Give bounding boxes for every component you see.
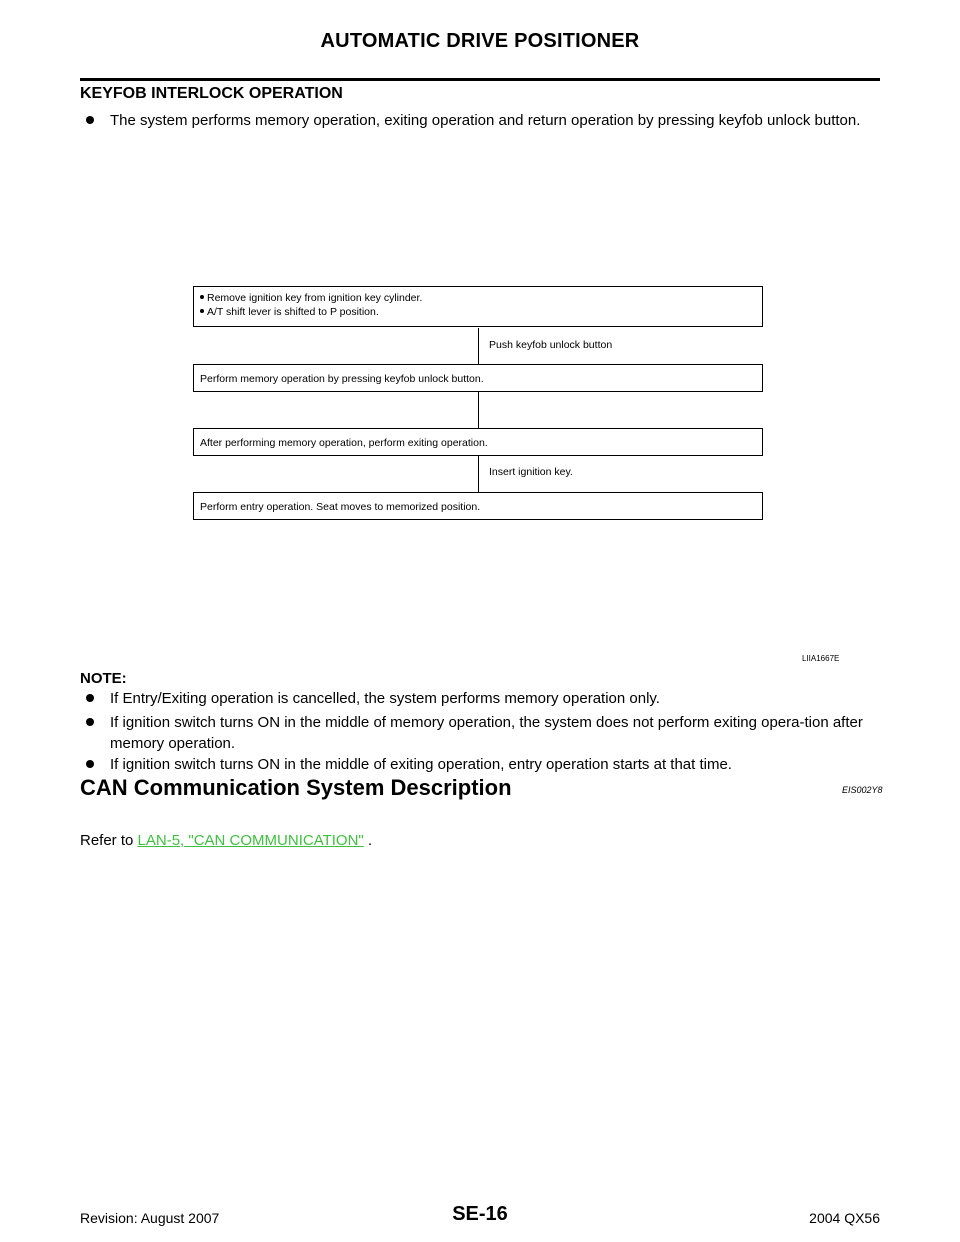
flow-box-memory-operation: Perform memory operation by pressing keyfob unlock button.: [193, 364, 763, 392]
bullet-icon: [86, 718, 94, 726]
header-rule: [80, 78, 880, 81]
flow-connector: [478, 328, 479, 364]
section-bullet: [86, 110, 880, 131]
flow-condition-line: A/T shift lever is shifted to P position.: [200, 305, 762, 319]
refer-line: [80, 832, 372, 849]
note-item: [86, 688, 880, 709]
footer-page-number: SE-16: [452, 1203, 508, 1225]
note-item: [86, 712, 880, 754]
flow-connector: [478, 456, 479, 492]
flow-condition-line: Remove ignition key from ignition key cylinder.: [200, 291, 762, 305]
bullet-icon: [86, 694, 94, 702]
refer-suffix: .: [363, 832, 373, 849]
page-header-title: AUTOMATIC DRIVE POSITIONER: [320, 30, 640, 52]
flow-connector: [478, 392, 479, 428]
footer-revision: Revision: August 2007: [80, 1210, 220, 1226]
flow-box-entry-operation: Perform entry operation. Seat moves to memorized position.: [193, 492, 763, 520]
figure-code: LIIA1667E: [802, 654, 840, 663]
bullet-icon: [200, 295, 204, 299]
flow-connector-label: Push keyfob unlock button: [489, 339, 613, 351]
footer-model: 2004 QX56: [809, 1210, 880, 1226]
section-bullet-text: The system performs memory operation, exiting operation and return operation by pressing keyfob unlock button.: [110, 112, 861, 129]
bullet-icon: [86, 760, 94, 768]
note-item-text: If Entry/Exiting operation is cancelled, the system performs memory operation only.: [110, 690, 660, 707]
bullet-icon: [86, 116, 94, 124]
note-item-text: If ignition switch turns ON in the middle of exiting operation, entry operation starts at that time.: [110, 756, 732, 773]
can-communication-link[interactable]: LAN-5, "CAN COMMUNICATION": [137, 832, 364, 849]
refer-prefix: Refer to: [80, 832, 138, 849]
bullet-icon: [200, 309, 204, 313]
flow-box-exiting-operation: After performing memory operation, perform exiting operation.: [193, 428, 763, 456]
can-section-code: EIS002Y8: [842, 785, 883, 795]
note-item: [86, 754, 880, 775]
can-section-title: CAN Communication System Description: [80, 775, 512, 800]
flow-connector-label: Insert ignition key.: [489, 466, 573, 478]
note-item-text: If ignition switch turns ON in the middle of memory operation, the system does not perform exiting opera-tion after memory operation.: [110, 714, 863, 752]
note-label: NOTE:: [80, 670, 127, 687]
flow-box-conditions: [193, 286, 763, 327]
section-heading: KEYFOB INTERLOCK OPERATION: [80, 85, 343, 102]
